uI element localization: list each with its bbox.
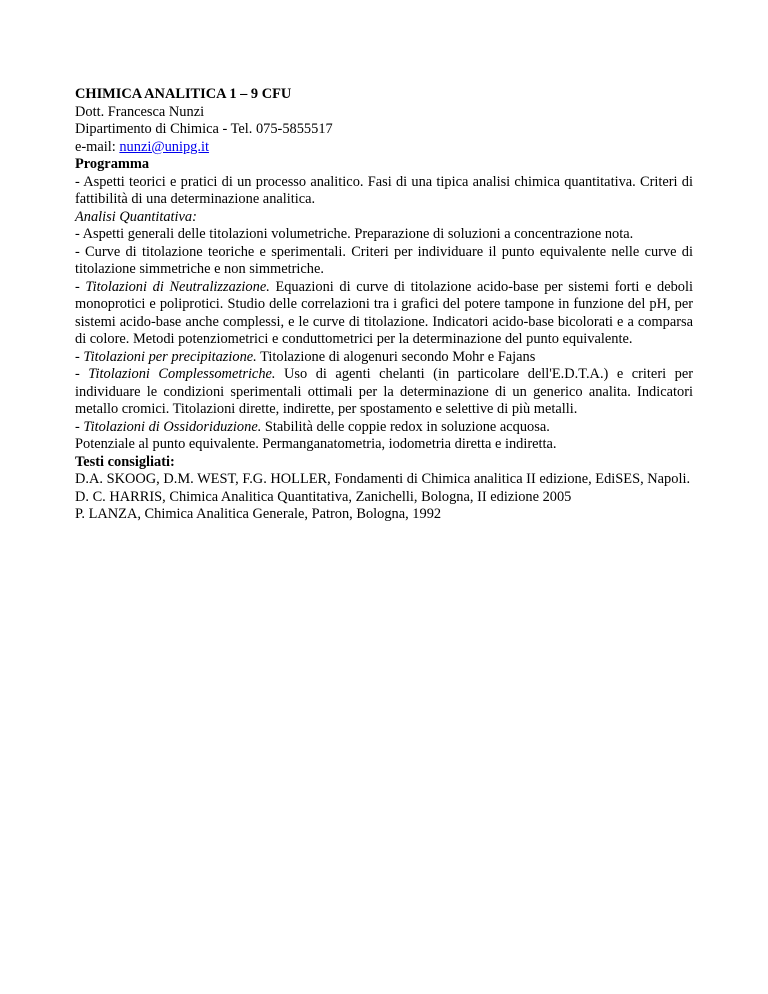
programma-item: - Titolazioni Complessometriche. Uso di agenti chelanti (in particolare dell'E.D.T.A.) e criteri per individuare le condizioni sperimentali ottimali per la determinazione di un generico analita. Indicatori metallo cromici. Titolazioni dirette, indirette, per spostamento e selettive di più metalli. [75, 366, 693, 417]
email-line [75, 139, 693, 157]
programma-item: - Titolazioni di Ossidoriduzione. Stabilità delle coppie redox in soluzione acquosa. [75, 418, 550, 435]
analisi-quantitativa-heading: Analisi Quantitativa: [75, 208, 197, 225]
course-title: CHIMICA ANALITICA 1 – 9 CFU [75, 86, 292, 102]
book-entry: P. LANZA, Chimica Analitica Generale, Patron, Bologna, 1992 [75, 506, 442, 522]
programma-item: - Titolazioni per precipitazione. Titolazione di alogenuri secondo Mohr e Fajans [75, 348, 536, 365]
programma-intro: - Aspetti teorici e pratici di un processo analitico. Fasi di una tipica analisi chimica quantitativa. Criteri di fattibilità di una determinazione analitica. [75, 173, 693, 207]
teacher-name: Dott. Francesca Nunzi [75, 103, 205, 120]
programma-item: Potenziale al punto equivalente. Permanganatometria, iodometria diretta e indiretta. [75, 436, 557, 452]
email-link[interactable]: nunzi@unipg.it [119, 138, 209, 155]
book-entry: D. C. HARRIS, Chimica Analitica Quantitativa, Zanichelli, Bologna, II edizione 2005 [75, 488, 572, 505]
book-entry: D.A. SKOOG, D.M. WEST, F.G. HOLLER, Fondamenti di Chimica analitica II edizione, EdiSES, Napoli. [75, 471, 691, 487]
document-page [75, 86, 693, 524]
programma-heading: Programma [75, 156, 150, 172]
programma-item: - Aspetti generali delle titolazioni volumetriche. Preparazione di soluzioni a concentrazione nota. [75, 226, 634, 242]
email-label: e-mail: [75, 138, 120, 155]
programma-item: - Curve di titolazione teoriche e sperimentali. Criteri per individuare il punto equivalente nelle curve di titolazione simmetriche e non simmetriche. [75, 243, 693, 277]
testi-heading: Testi consigliati: [75, 453, 175, 470]
department-info: Dipartimento di Chimica - Tel. 075-5855517 [75, 121, 333, 137]
programma-item: - Titolazioni di Neutralizzazione. Equazioni di curve di titolazione acido-base per sistemi forti e deboli monoprotici e poliprotici. Studio delle correlazioni tra i grafici del potere tampone in funzione del pH, per sistemi acido-base anche complessi, e le curve di titolazione. Indicatori acido-base bicolorati e a comparsa di colore. Metodi potenziometrici e conduttometrici per la determinazione del punto equivalente. [75, 278, 694, 347]
